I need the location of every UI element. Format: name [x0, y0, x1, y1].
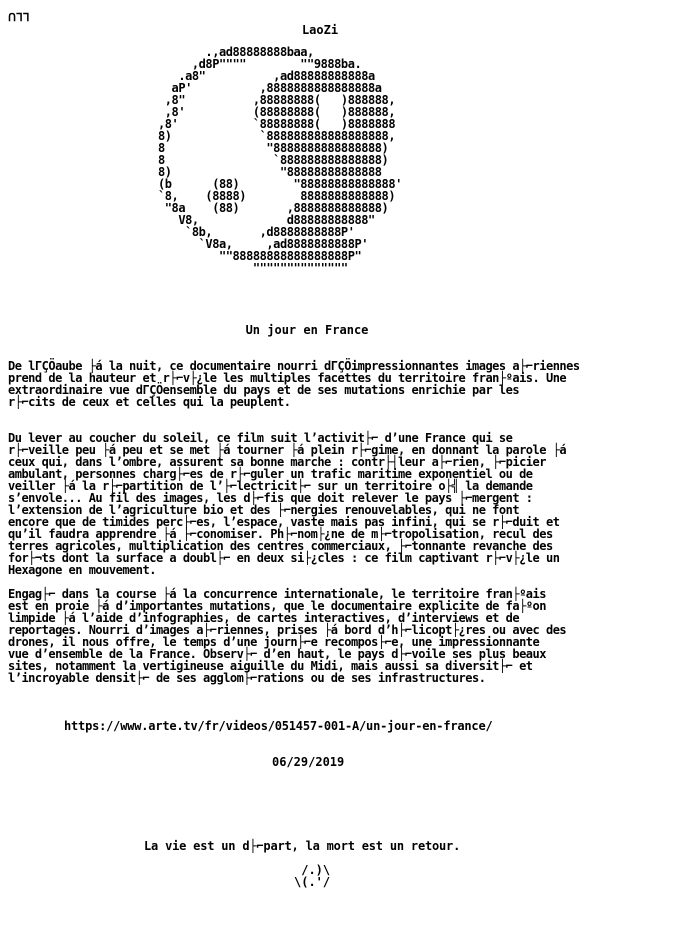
document-heading: Un jour en France	[245, 323, 369, 337]
yin-yang-ascii-art: .,ad88888888baa, ,d8P"""" ""9888ba. .a8" ,ad88888888888a aP' ,8888888888888888a ,8" ,88888888( )888888, ,8' (88888888( )888888, ,8' `88888888( )8888888 8) `888888888888888888, 8 "8888888888888888) 8 `888888888888888) 8) "88888888888888 (b (88) "88888888888888' `8, (8888) 8888888888888) "8a (88) ,8888888888888) V8, d88888888888" `8b, ,d8888888888P' `V8a, ,ad8888888888P' ""88888888888888888P" """"""""""""""	[158, 45, 402, 275]
publication-date: 06/29/2019	[272, 755, 345, 769]
corner-mark: ᑎᒣᒣ	[8, 11, 30, 24]
source-url-link[interactable]: https://www.arte.tv/fr/videos/051457-001-A/un-jour-en-france/	[64, 719, 493, 733]
paragraph-mutations: Engag├⌐ dans la course ├á la concurrence internationale, le territoire fran├ºais est en proie ├á d’importantes mutations, que le documentaire explicite de fa├ºon limpide ├á l’aide d’infographies, de cartes interactives, d’interviews et de reportages. Nourri d’images a├⌐riennes, prises ├á bord d’h├⌐licopt├¿res ou avec des drones, il nous offre, le temps d’une journ├⌐e recompos├⌐e, une impressionnante vue d’ensemble de la France. Observ├⌐ d’en haut, le pays d├⌐voile ses plus beaux sites, notamment la vertigineuse aiguille du Midi, mais aussi sa diversit├⌐ et l’incroyable densit├⌐ de ses agglom├⌐rations ou de ses infrastructures.	[8, 587, 567, 685]
page-title: LaoZi	[301, 23, 339, 37]
closing-quote: La vie est un d├⌐part, la mort est un retour.	[144, 839, 461, 853]
paragraph-intro: De lΓÇÖaube ├á la nuit, ce documentaire nourri dΓÇÖimpressionnantes images a├⌐riennes prend de la hauteur et r├⌐v├¿le les multiples facettes du territoire fran├ºais. Une extraordinaire vue dΓÇÖensemble du pays et de ses mutations enrichie par les r├⌐cits de ceux et celles qui la peuplent.	[8, 359, 580, 409]
end-mark-ascii: /.)\ \(.'/	[294, 863, 331, 889]
paragraph-activity: Du lever au coucher du soleil, ce film suit l’activit├⌐ d’une France qui se r├⌐veille peu ├á peu et se met ├á tourner ├á plein r├⌐gime, en donnant la parole ├á ceux qui, dans l’ombre, assurent sa bonne marche : contr├┤leur a├⌐rien, ├⌐picier ambulant, personnes charg├⌐es de r├⌐guler un trafic maritime exponentiel ou de veiller ├á la r├⌐partition de l’├⌐lectricit├⌐ sur un territoire o├╣ la demande s’envole... Au fil des images, les d├⌐fis que doit relever le pays ├⌐mergent : l’extension de l’agriculture bio et des ├⌐nergies renouvelables, qui ne font encore que de timides perc├⌐es, l’espace, vaste mais pas infini, qui se r├⌐duit et qu’il faudra apprendre ├á ├⌐conomiser. Ph├⌐nom├¿ne de m├⌐tropolisation, recul des terres agricoles, multiplication des centres commerciaux, ├⌐tonnante revanche des for├¬ts dont la surface a doubl├⌐ en deux si├¿cles : ce film captivant r├⌐v├¿le un Hexagone en mouvement.	[8, 431, 567, 577]
